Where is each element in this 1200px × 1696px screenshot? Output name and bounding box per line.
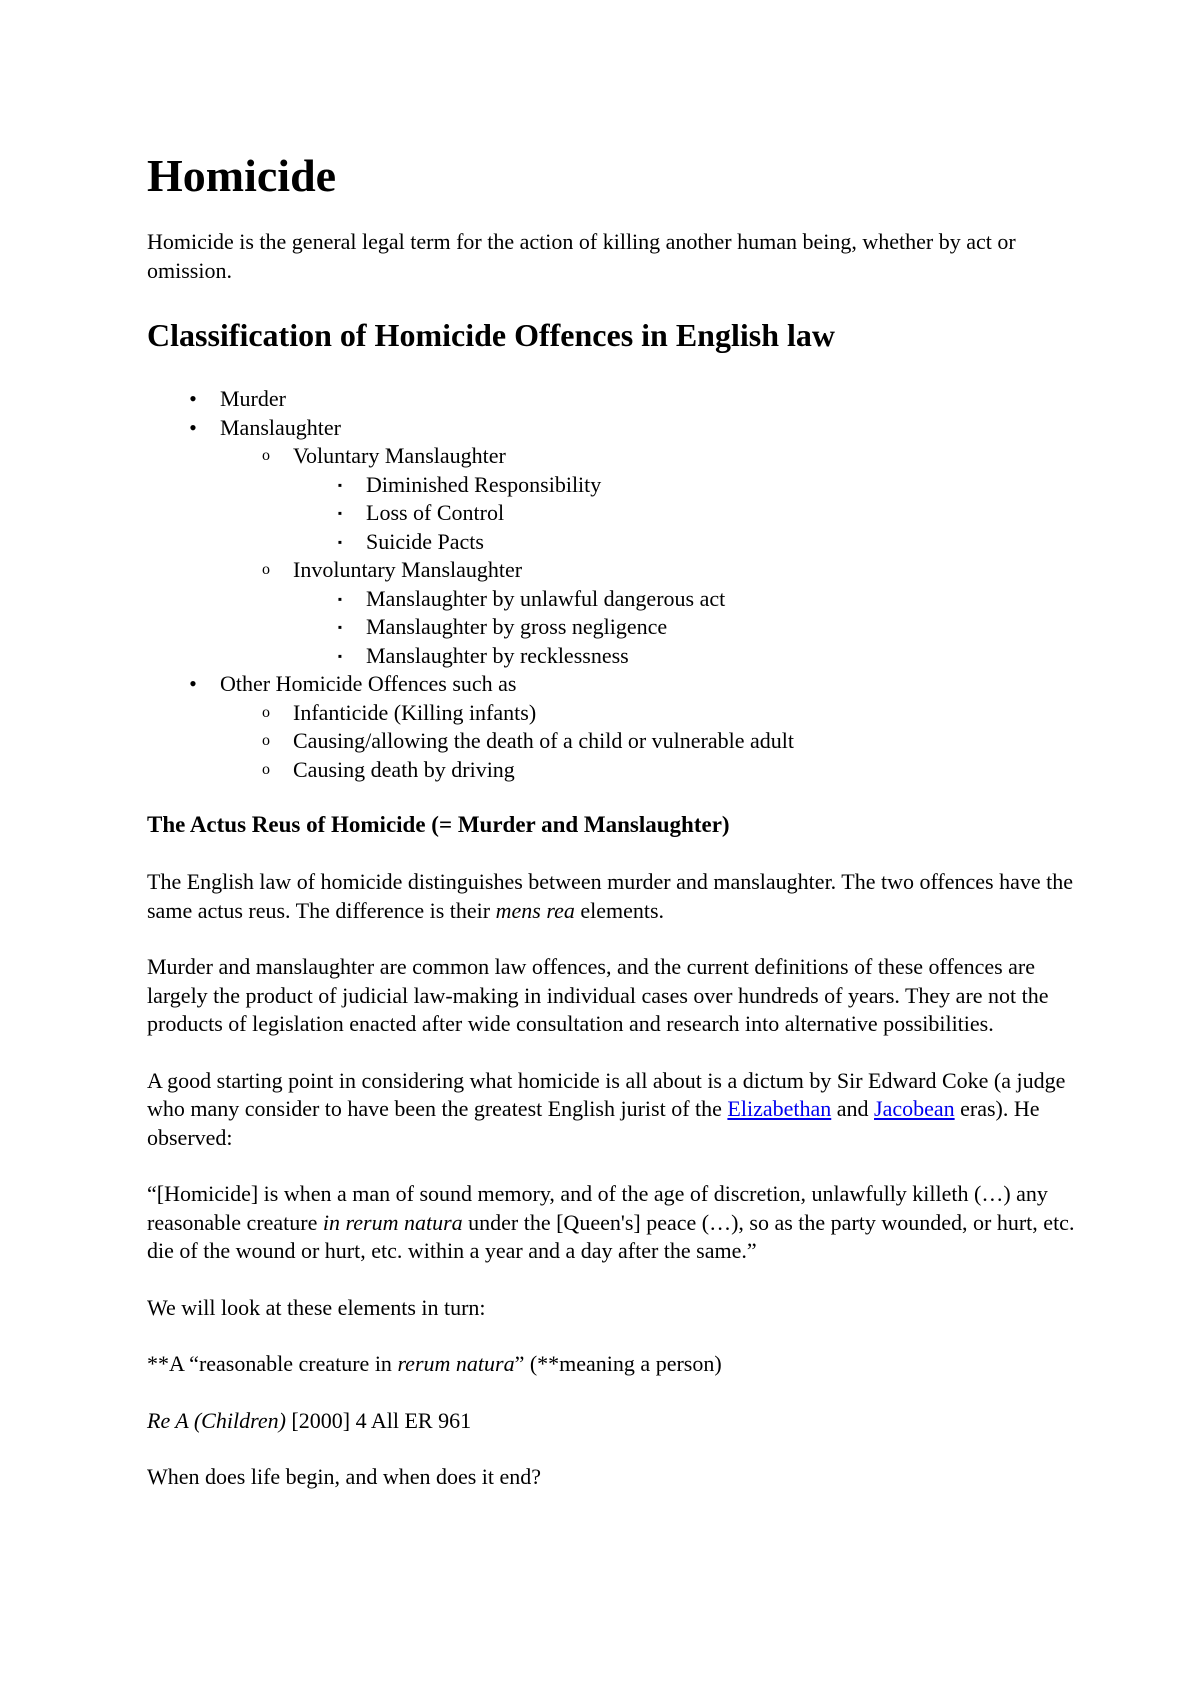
classification-heading: Classification of Homicide Offences in English law (147, 317, 835, 353)
list-item-label: Diminished Responsibility (366, 471, 602, 497)
circle-bullet-icon: o (262, 703, 270, 721)
list-item-label: Voluntary Manslaughter (293, 443, 506, 468)
intro-paragraph: Homicide is the general legal term for the action of killing another human being, whether by act or omission. (147, 229, 1016, 283)
actus-reus-heading: The Actus Reus of Homicide (= Murder and Manslaughter) (147, 812, 730, 837)
case-citation: Re A (Children) [2000] 4 All ER 961 (147, 1407, 472, 1433)
list-item-label: Infanticide (Killing infants) (293, 699, 537, 725)
list-item-murder (147, 385, 1097, 414)
elizabethan-link[interactable]: Elizabethan (727, 1096, 832, 1121)
list-item-label: Suicide Pacts (366, 528, 484, 554)
list-item-label: Murder (220, 386, 286, 411)
list-item-recklessness (147, 642, 1097, 671)
paragraph-common-law: Murder and manslaughter are common law offences, and the current definitions of these offences are largely the product of judicial law-making in individual cases over hundreds of years. They are not the products of legislation enacted after wide consultation and research into alternative possibilities. (147, 954, 1049, 1036)
circle-bullet-icon: o (262, 760, 270, 778)
list-item-label: Involuntary Manslaughter (293, 557, 523, 582)
page-title: Homicide (147, 150, 337, 201)
square-bullet-icon: ▪ (337, 591, 343, 606)
list-item-gross-negligence (147, 613, 1097, 642)
list-item-label: Manslaughter by unlawful dangerous act (366, 585, 726, 611)
list-item-label: Causing/allowing the death of a child or vulnerable adult (293, 728, 794, 753)
list-item-unlawful-dangerous-act (147, 585, 1097, 614)
list-item-label: Loss of Control (366, 500, 505, 525)
list-item-loss-of-control (147, 499, 1097, 528)
paragraph-reasonable-creature: **A “reasonable creature in rerum natura” (**meaning a person) (147, 1351, 722, 1376)
paragraph-murder-manslaughter: The English law of homicide distinguishes between murder and manslaughter. The two offences have the same actus reus. The difference is their mens rea elements. (147, 869, 1073, 923)
circle-bullet-icon: o (262, 732, 270, 749)
list-item-suicide-pacts (147, 528, 1097, 557)
paragraph-coke-dictum: A good starting point in considering what homicide is all about is a dictum by Sir Edward Coke (a judge who many consider to have been the greatest English jurist of the Elizabethan and Jacobean eras). He observed: (147, 1067, 1066, 1150)
list-item-infanticide (147, 699, 1097, 728)
list-item-involuntary-manslaughter (147, 556, 1097, 585)
list-item-manslaughter (147, 414, 1097, 443)
list-item-other-offences (147, 670, 1097, 699)
square-bullet-icon: ▪ (337, 534, 343, 549)
coke-quote: “[Homicide] is when a man of sound memory, and of the age of discretion, unlawfully killeth (…) any reasonable creature in rerum natura under the [Queen's] peace (…), so as the party wounded, or hurt, etc. die of the wound or hurt, etc. within a year and a day after the same.” (147, 1181, 1075, 1263)
square-bullet-icon: ▪ (337, 620, 343, 634)
square-bullet-icon: ▪ (337, 506, 343, 520)
square-bullet-icon: ▪ (337, 477, 343, 492)
list-item-causing-allowing-death (147, 727, 1097, 756)
list-item-diminished-responsibility (147, 471, 1097, 500)
paragraph-life-question: When does life begin, and when does it end? (147, 1464, 542, 1489)
bullet-icon: • (189, 414, 197, 440)
circle-bullet-icon: o (262, 561, 270, 578)
document-content (147, 146, 1097, 1492)
list-item-label: Manslaughter (220, 414, 341, 440)
list-item-label: Manslaughter by gross negligence (366, 614, 668, 639)
paragraph-elements: We will look at these elements in turn: (147, 1294, 486, 1320)
square-bullet-icon: ▪ (337, 648, 343, 663)
list-item-label: Other Homicide Offences such as (220, 671, 517, 696)
list-item-label: Manslaughter by recklessness (366, 642, 629, 668)
list-item-voluntary-manslaughter (147, 442, 1097, 471)
list-item-label: Causing death by driving (293, 756, 515, 782)
circle-bullet-icon: o (262, 447, 270, 464)
jacobean-link[interactable]: Jacobean (874, 1096, 955, 1121)
list-item-death-by-driving (147, 756, 1097, 785)
bullet-icon: • (189, 386, 197, 411)
bullet-icon: • (189, 671, 197, 696)
offence-list (147, 385, 1097, 784)
